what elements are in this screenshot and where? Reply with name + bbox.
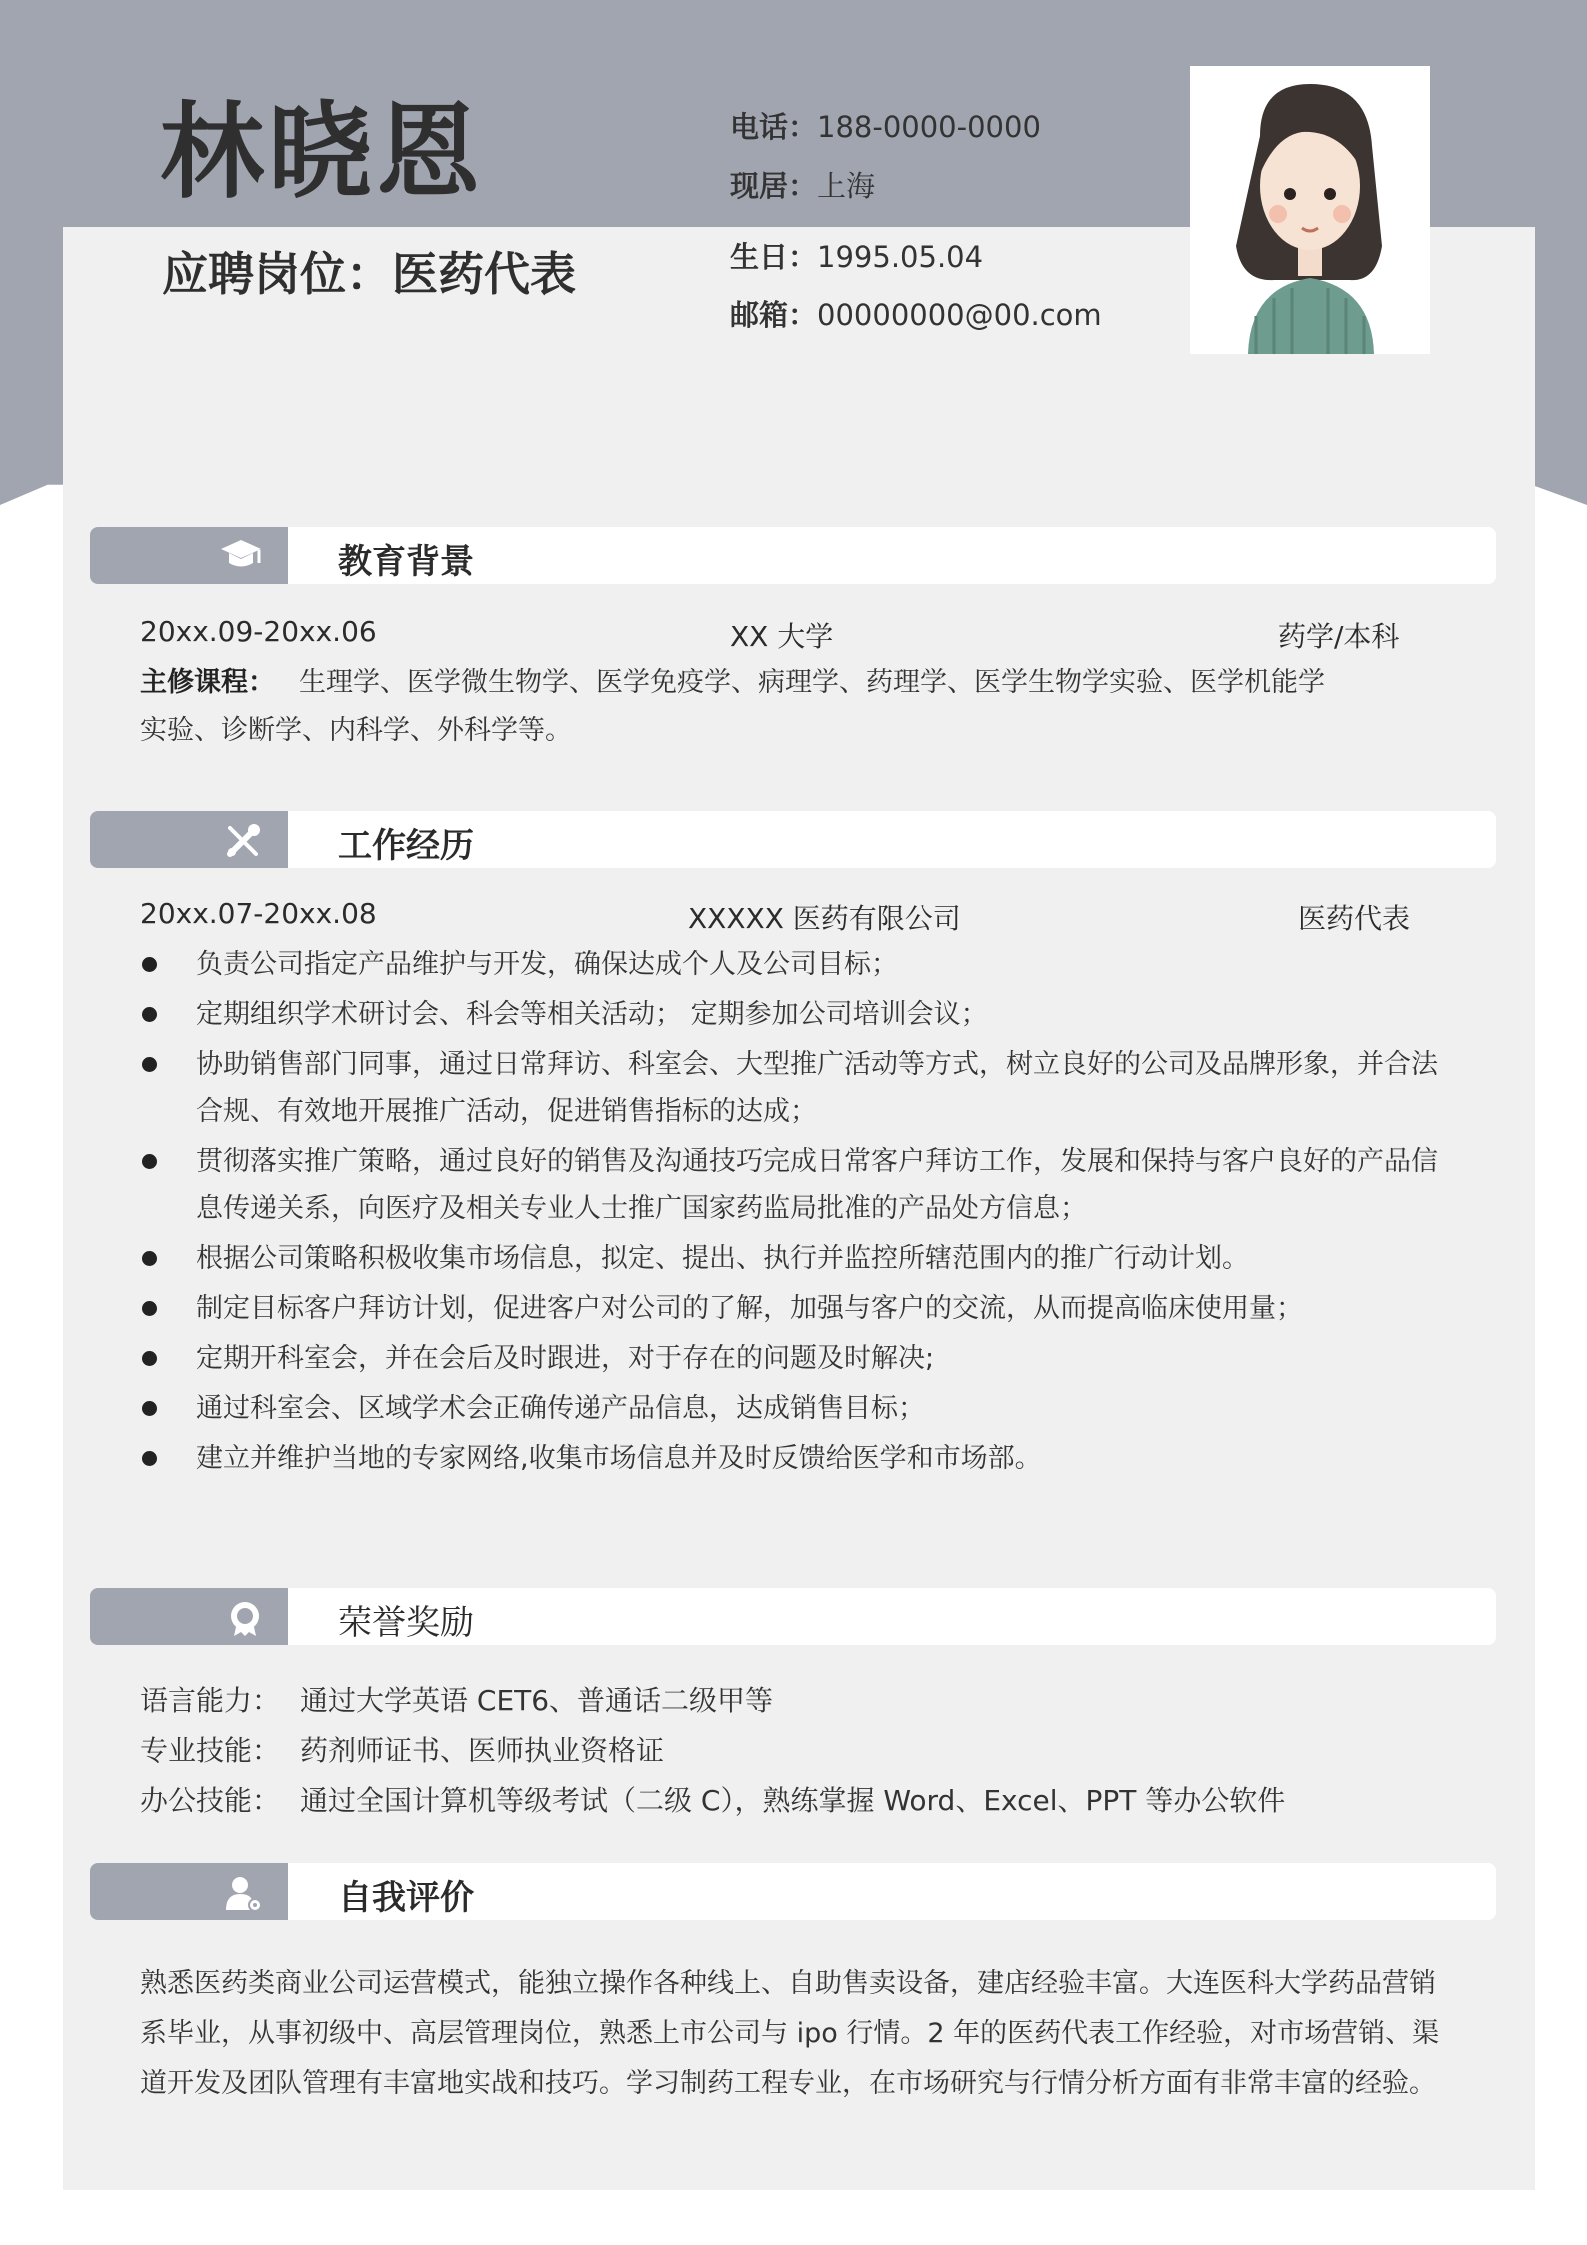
list-item (140, 1235, 1450, 1282)
person-settings-icon (224, 1874, 264, 1914)
bullet-dot (142, 1251, 157, 1266)
duty-text: 建立并维护当地的专家网络,收集市场信息并及时反馈给医学和市场部。 (196, 1443, 1042, 1474)
section-self-evaluation (90, 1863, 1496, 1920)
bullet-dot (142, 957, 157, 972)
list-item (140, 1335, 1450, 1382)
contact-label: 邮箱： (730, 298, 818, 332)
courses-line (140, 659, 1440, 707)
contact-email (730, 298, 1102, 333)
duty-text: 制定目标客户拜访计划，促进客户对公司的了解，加强与客户的交流，从而提高临床使用量； (196, 1293, 1303, 1324)
courses-text-1: 生理学、医学微生物学、医学免疫学、病理学、药理学、医学生物学实验、医学机能学 (299, 667, 1325, 698)
bullet-dot (142, 1451, 157, 1466)
contact-value: 188-0000-0000 (817, 110, 1041, 144)
bullet-dot (142, 1057, 157, 1072)
work-company: XXXXX 医药有限公司 (688, 902, 961, 935)
work-role: 医药代表 (1298, 902, 1411, 935)
list-item (140, 1138, 1450, 1232)
section-icon-tab (90, 1588, 288, 1645)
section-title-bar (288, 1588, 1496, 1645)
honor-item-language (140, 1679, 773, 1719)
list-item (140, 1435, 1450, 1482)
section-icon-tab (90, 527, 288, 584)
contact-birthday (730, 240, 983, 275)
avatar-illustration (1190, 66, 1430, 354)
list-item (140, 991, 1450, 1038)
honor-item-professional (140, 1729, 664, 1769)
section-education (90, 527, 1496, 584)
duty-text: 通过科室会、区域学术会正确传递产品信息，达成销售目标； (196, 1393, 925, 1424)
graduation-cap-icon (218, 538, 264, 574)
education-school: XX 大学 (730, 620, 834, 653)
self-evaluation-text: 熟悉医药类商业公司运营模式，能独立操作各种线上、自助售卖设备，建店经验丰富。大连医科大学药品营销系毕业，从事初级中、高层管理岗位，熟悉上市公司与 ipo 行情。2 年的医药代表工作经验，对市场营销、渠道开发及团队管理有丰富地实战和技巧。学习制药工程专业，在市场研究与行情分析方面有非常丰富的经验。 (140, 1968, 1440, 2099)
list-item (140, 1041, 1450, 1135)
contact-location (730, 169, 875, 204)
education-courses (140, 659, 1440, 755)
section-title: 工作经历 (338, 826, 474, 866)
section-title: 荣誉奖励 (338, 1603, 474, 1643)
duty-text: 协助销售部门同事，通过日常拜访、科室会、大型推广活动等方式，树立良好的公司及品牌形象，并合法合规、有效地开展推广活动，促进销售指标的达成； (196, 1049, 1438, 1127)
bullet-dot (142, 1154, 157, 1169)
award-badge-icon (226, 1599, 264, 1637)
contact-value: 上海 (817, 169, 876, 203)
honor-label: 语言能力： (140, 1684, 281, 1717)
contact-phone (730, 110, 1041, 145)
profile-photo (1190, 66, 1430, 354)
bullet-dot (142, 1007, 157, 1022)
section-title-bar (288, 527, 1496, 584)
duty-text: 定期组织学术研讨会、科会等相关活动； 定期参加公司培训会议； (196, 999, 988, 1030)
honor-value: 通过全国计算机等级考试（二级 C），熟练掌握 Word、Excel、PPT 等办公软件 (300, 1784, 1286, 1817)
honor-item-office (140, 1779, 1285, 1819)
education-date: 20xx.09-20xx.06 (140, 615, 377, 648)
courses-text-2: 实验、诊断学、内科学、外科学等。 (140, 715, 572, 746)
section-icon-tab (90, 811, 288, 868)
section-title: 教育背景 (338, 542, 474, 582)
section-title-bar (288, 811, 1496, 868)
courses-label: 主修课程： (140, 667, 275, 698)
contact-label: 生日： (730, 240, 818, 274)
honor-value: 药剂师证书、医师执业资格证 (300, 1734, 665, 1767)
contact-label: 现居： (730, 169, 818, 203)
section-title-bar (288, 1863, 1496, 1920)
contact-label: 电话： (730, 110, 818, 144)
education-row (140, 615, 1420, 655)
section-work (90, 811, 1496, 868)
job-position: 应聘岗位：医药代表 (162, 247, 576, 301)
work-duties-list (140, 941, 1450, 1485)
section-icon-tab (90, 1863, 288, 1920)
duty-text: 负责公司指定产品维护与开发，确保达成个人及公司目标； (196, 949, 898, 980)
bullet-dot (142, 1401, 157, 1416)
tools-icon (224, 822, 264, 860)
duty-text: 贯彻落实推广策略，通过良好的销售及沟通技巧完成日常客户拜访工作，发展和保持与客户良好的产品信息传递关系，向医疗及相关专业人士推广国家药监局批准的产品处方信息； (196, 1146, 1438, 1224)
honor-label: 办公技能： (140, 1784, 281, 1817)
bullet-dot (142, 1351, 157, 1366)
bullet-dot (142, 1301, 157, 1316)
duty-text: 根据公司策略积极收集市场信息，拟定、提出、执行并监控所辖范围内的推广行动计划。 (196, 1243, 1249, 1274)
list-item (140, 941, 1450, 988)
honor-value: 通过大学英语 CET6、普通话二级甲等 (300, 1684, 774, 1717)
list-item (140, 1385, 1450, 1432)
section-honors (90, 1588, 1496, 1645)
duty-text: 定期开科室会，并在会后及时跟进，对于存在的问题及时解决; (196, 1343, 935, 1374)
contact-value: 00000000@00.com (817, 298, 1102, 332)
work-row (140, 897, 1420, 937)
candidate-name: 林晓恩 (160, 91, 485, 213)
work-date: 20xx.07-20xx.08 (140, 897, 377, 930)
honor-label: 专业技能： (140, 1734, 281, 1767)
list-item (140, 1285, 1450, 1332)
contact-value: 1995.05.04 (817, 240, 984, 274)
section-title: 自我评价 (338, 1878, 474, 1918)
education-degree: 药学/本科 (1278, 620, 1400, 653)
